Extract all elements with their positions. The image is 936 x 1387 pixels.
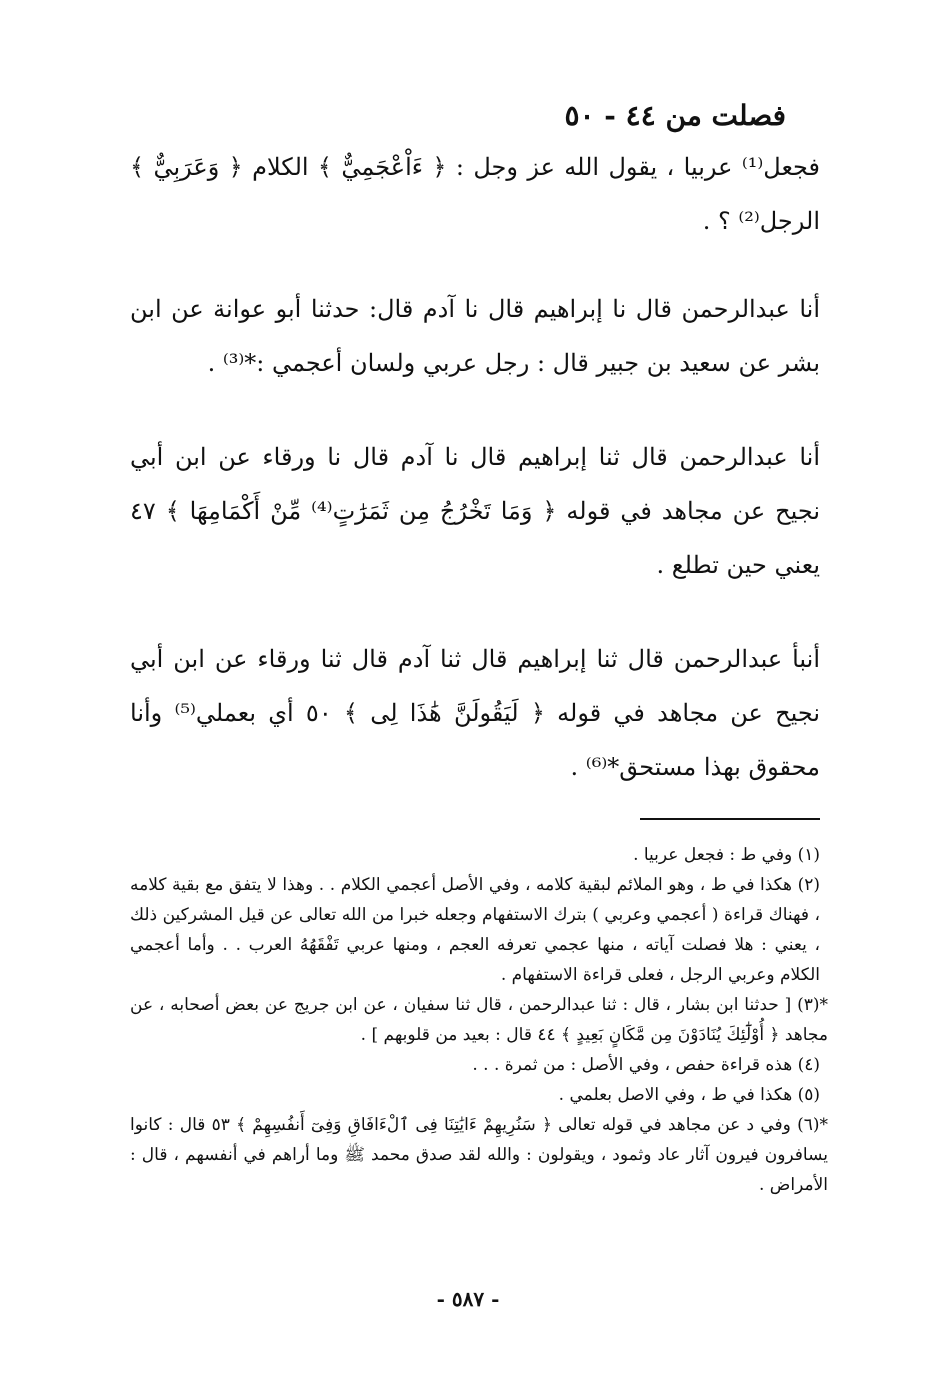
- page-number: - ٥٨٧ -: [436, 1287, 500, 1311]
- footnote-divider: [640, 818, 820, 820]
- footnote: (٥) هكذا في ط ، وفي الاصل بعلمي .: [558, 1085, 820, 1105]
- paragraph: فجعل⁽¹⁾ عربيا ، يقول الله عز وجل : ﴿ ءَاْعْجَمِيٌّ ﴾ الكلام ﴿ وَعَرَبِيٌّ ﴾ الرجل⁽²⁾ ؟ .: [130, 153, 820, 235]
- paragraph: أنا عبدالرحمن قال ثنا إبراهيم قال نا آدم قال نا ورقاء عن ابن أبي نجيح عن مجاهد في قوله ﴿ وَمَا تَخْرُجُ مِن ثَمَرَٰتٍ⁽⁴⁾ مِّنْ أَكْمَامِهَا ﴾ ٤٧ يعني حين تطلع .: [130, 443, 821, 579]
- footnote: (٤) هذه قراءة حفص ، وفي الأصل : من ثمرة . . .: [472, 1055, 820, 1075]
- footnote: *(٣) [ حدثنا ابن بشار ، قال : ثنا عبدالرحمن ، قال ثنا سفيان ، عن ابن جريج عن بعض أصحابه ، عن مجاهد ﴿ أُوْلَٰٓئِكَ يُنَادَوْنَ مِن مَّكَانٍ بَعِيدٍ ﴾ ٤٤ قال : بعيد من قلوبهم ] .: [130, 995, 828, 1045]
- paragraph: أنبأ عبدالرحمن قال ثنا إبراهيم قال ثنا آدم قال ثنا ورقاء عن ابن أبي نجيح عن مجاهد في قوله ﴿ لَيَقُولَنَّ هَٰذَا لِى ﴾ ٥٠ أي بعملي⁽⁵⁾ وأنا محقوق بهذا مستحق*⁽⁶⁾ .: [130, 645, 821, 781]
- footnotes: [130, 840, 828, 1200]
- page-heading: فصلت من ٤٤ - ٥٠: [564, 99, 786, 132]
- footnote: (١) وفي ط : فجعل عربيا .: [633, 845, 820, 865]
- paragraph: أنا عبدالرحمن قال نا إبراهيم قال نا آدم قال: حدثنا أبو عوانة عن ابن بشر عن سعيد بن جبير قال : رجل عربي ولسان أعجمي :*⁽³⁾ .: [130, 295, 820, 377]
- footnote: *(٦) وفي د عن مجاهد في قوله تعالى ﴿ سَنُرِيهِمْ ءَايَٰتِنَا فِى ٱلْءَافَاقِ وَفِىٓ أَنفُسِهِمْ ﴾ ٥٣ قال : كانوا يسافرون فيرون آثار عاد وثمود ، ويقولون : والله لقد صدق محمد ﷺ وما أراهم في أنفسهم ، قال : الأمراض .: [130, 1115, 828, 1195]
- main-text: [130, 140, 820, 834]
- footnote: (٢) هكذا في ط ، وهو الملائم لبقية كلامه ، وفي الأصل أعجمي الكلام . . وهذا لا يتفق مع بقية كلامه ، فهناك قراءة ( أعجمي وعربي ) بترك الاستفهام وجعله خبرا من الله تعالى عن قيل المشركين ذلك ، يعني : هلا فصلت آياته ، منها عجمي تعرفه العجم ، ومنها عربي تَفْقَهُهُ العرب . . وأما أعجمي الكلام وعربي الرجل ، فعلى قراءة الاستفهام .: [130, 875, 820, 985]
